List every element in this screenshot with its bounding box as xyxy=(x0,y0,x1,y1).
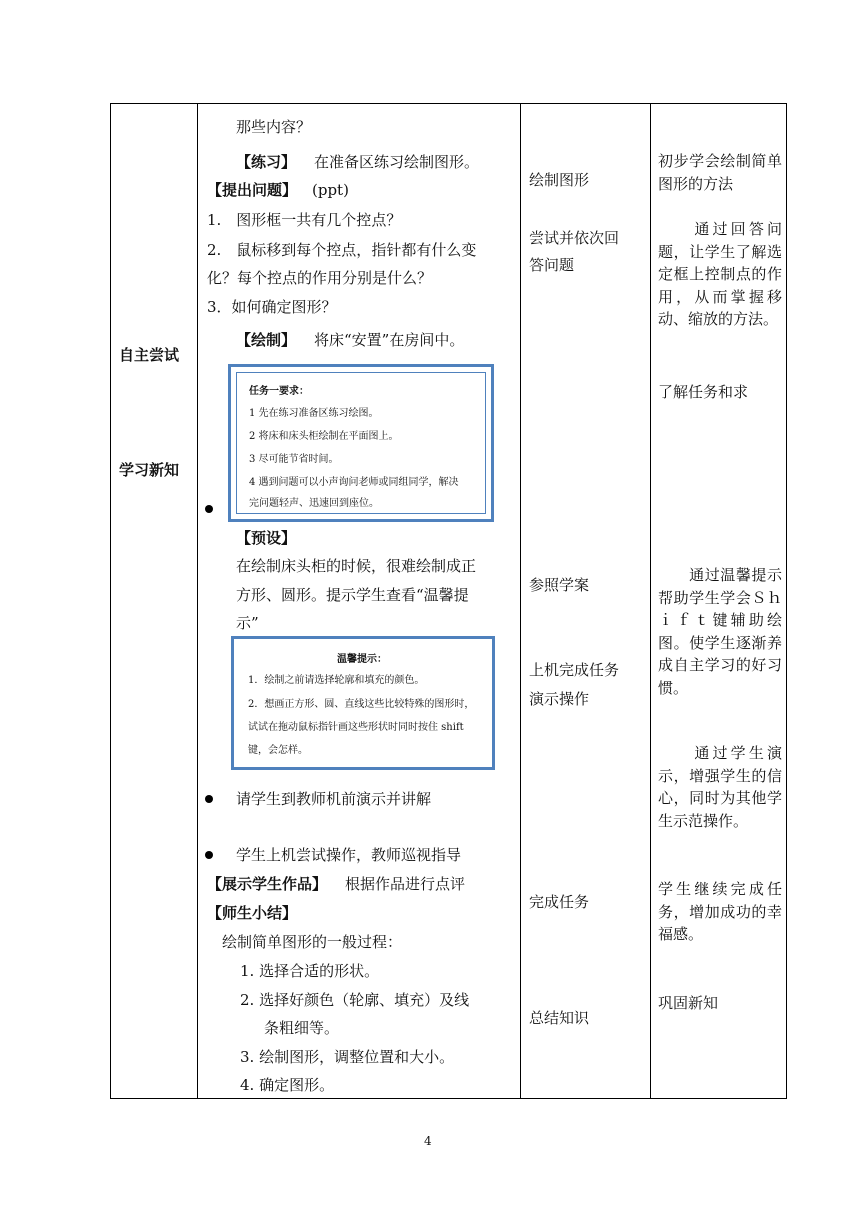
bullet-text-1: 请学生到教师机前演示并讲解 xyxy=(236,790,432,808)
intent-paragraph-6: 学生继续完成任务，增加成功的幸福感。 xyxy=(658,880,782,943)
intent-paragraph-7: 巩固新知 xyxy=(658,994,719,1012)
tip-box-line-1: 1．绘制之前请选择轮廓和填充的颜色。 xyxy=(248,675,425,686)
question-tag: 【提出问题】 xyxy=(207,181,298,199)
page-number: 4 xyxy=(424,1134,432,1148)
intent-paragraph-3: 了解任务和求 xyxy=(658,383,749,401)
task-box-line-2: 2 将床和床头柜绘制在平面图上。 xyxy=(249,431,399,442)
table-left-border xyxy=(110,103,111,1099)
show-text: 根据作品进行点评 xyxy=(345,875,466,893)
tip-box-line-4: 键，会怎样。 xyxy=(248,745,308,756)
summary-step-1: 1. 选择合适的形状。 xyxy=(240,962,380,980)
student-activity-2a: 尝试并依次回 xyxy=(529,229,620,247)
tip-box-line-2: 2．想画正方形、圆、直线这些比较特殊的图形时， xyxy=(248,699,475,710)
question-2-line-1: 2. 鼠标移到每个控点，指针都有什么变 xyxy=(207,241,477,259)
intent-paragraph-5: 通过学生演示，增强学生的信心，同时为其他学生示范操作。 xyxy=(658,744,782,830)
task-requirements-box xyxy=(228,364,494,522)
question-3: 3．如何确定图形？ xyxy=(207,298,337,316)
task-box-line-1: 1 先在练习准备区练习绘图。 xyxy=(249,408,379,419)
table-col-divider-3 xyxy=(650,103,651,1099)
student-activity-6: 总结知识 xyxy=(529,1009,590,1027)
table-top-border xyxy=(110,103,787,104)
question-2-line-2: 化？每个控点的作用分别是什么？ xyxy=(207,269,433,287)
student-activity-3: 参照学案 xyxy=(529,576,590,594)
section-label-2: 学习新知 xyxy=(119,461,180,479)
preset-line-3: 示” xyxy=(236,614,259,632)
practice-tag: 【练习】 xyxy=(236,153,297,171)
question-suffix: (ppt) xyxy=(312,181,349,199)
student-activity-5: 完成任务 xyxy=(529,893,590,911)
draw-text: 将床“安置”在房间中。 xyxy=(314,331,465,349)
draw-tag: 【绘制】 xyxy=(236,331,297,349)
summary-step-2b: 条粗细等。 xyxy=(264,1019,340,1037)
practice-text: 在准备区练习绘制图形。 xyxy=(314,153,480,171)
student-activity-4a: 上机完成任务 xyxy=(529,661,620,679)
summary-tag: 【师生小结】 xyxy=(207,904,298,922)
summary-step-4: 4. 确定图形。 xyxy=(240,1076,335,1094)
task-box-line-4b: 完问题轻声、迅速回到座位。 xyxy=(249,498,379,509)
tip-box-line-3: 试试在拖动鼠标指针画这些形状时同时按住 shift xyxy=(248,722,464,733)
bullet-text-2: 学生上机尝试操作，教师巡视指导 xyxy=(236,846,462,864)
intent-paragraph-2: 通过回答问题，让学生了解选定框上控制点的作用，从而掌握移动、缩放的方法。 xyxy=(658,220,782,328)
intent-paragraph-4: 通过温馨提示帮助学生学会Ｓｈｉｆｔ键辅助绘图。使学生逐渐养成自主学习的好习惯。 xyxy=(658,566,782,697)
summary-intro: 绘制简单图形的一般过程： xyxy=(222,933,403,951)
task-box-line-3: 3 尽可能节省时间。 xyxy=(249,454,339,465)
summary-step-2a: 2. 选择好颜色（轮廓、填充）及线 xyxy=(240,991,470,1009)
task-box-line-4a: 4 遇到问题可以小声询问老师或同组同学，解决 xyxy=(249,477,459,488)
bullet-icon xyxy=(205,795,213,803)
intro-text: 那些内容？ xyxy=(236,118,312,136)
student-activity-2b: 答问题 xyxy=(529,256,575,274)
section-label-1: 自主尝试 xyxy=(119,346,180,364)
bullet-icon xyxy=(205,851,213,859)
question-1: 1. 图形框一共有几个控点？ xyxy=(207,211,402,229)
intent-paragraph-1: 初步学会绘制简单图形的方法 xyxy=(658,152,782,193)
table-right-border xyxy=(786,103,787,1099)
tip-box-title: 温馨提示： xyxy=(337,654,387,665)
preset-line-2: 方形、圆形。提示学生查看“温馨提 xyxy=(236,586,469,604)
tip-box xyxy=(231,636,495,770)
student-activity-1: 绘制图形 xyxy=(529,171,590,189)
preset-tag: 【预设】 xyxy=(236,529,297,547)
table-col-divider-2 xyxy=(520,103,521,1099)
preset-line-1: 在绘制床头柜的时候，很难绘制成正 xyxy=(236,557,477,575)
summary-step-3: 3. 绘制图形，调整位置和大小。 xyxy=(240,1048,455,1066)
student-activity-4b: 演示操作 xyxy=(529,690,590,708)
bullet-icon xyxy=(205,505,213,513)
table-bottom-border xyxy=(110,1098,787,1099)
table-col-divider-1 xyxy=(197,103,198,1099)
show-tag: 【展示学生作品】 xyxy=(207,875,328,893)
task-box-title: 任务一要求： xyxy=(249,386,309,397)
